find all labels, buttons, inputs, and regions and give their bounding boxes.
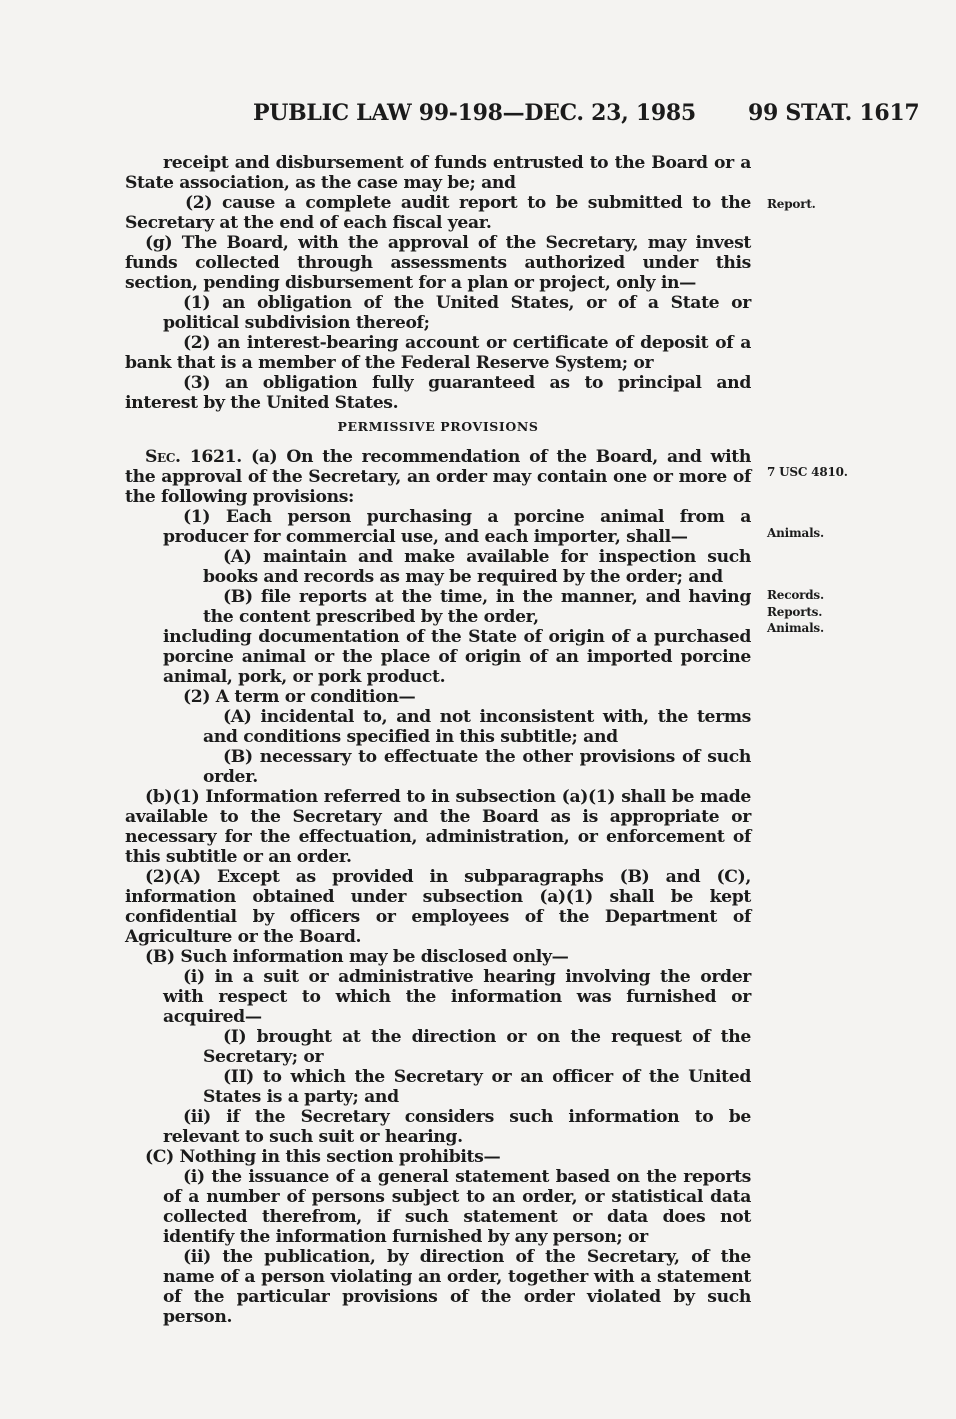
paragraph: (A) maintain and make available for inspection such books and records as may be required by the order; and [203,547,751,587]
margin-note-animals-2: Animals. [767,621,824,635]
section-heading: PERMISSIVE PROVISIONS [337,419,539,434]
paragraph: (1) Each person purchasing a porcine animal from a producer for commercial use, and each importer, shall— [163,507,751,547]
paragraph: (II) to which the Secretary or an officer of the United States is a party; and [203,1067,751,1107]
paragraph: (2) cause a complete audit report to be submitted to the Secretary at the end of each fiscal year. [125,193,751,233]
paragraph: (i) in a suit or administrative hearing involving the order with respect to which the information was furnished or acquired— [163,967,751,1027]
margin-note-records: Records. [767,588,824,602]
paragraph: (B) Such information may be disclosed only— [145,947,569,967]
paragraph: (B) necessary to effectuate the other provisions of such order. [203,747,751,787]
paragraph: (ii) if the Secretary considers such information to be relevant to such suit or hearing. [163,1107,751,1147]
section-label: Sec. [145,447,181,467]
running-header-page: 99 STAT. 1617 [748,100,920,126]
paragraph: (B) file reports at the time, in the manner, and having the content prescribed by the order, [203,587,751,627]
section-text: 1621. (a) On the recommendation of the Board, and with the approval of the Secretary, an order may contain one or more of the following provisions: [125,447,751,507]
paragraph: (C) Nothing in this section prohibits— [145,1147,501,1167]
paragraph: (2)(A) Except as provided in subparagraphs (B) and (C), information obtained under subsection (a)(1) shall be kept confidential by officers or employees of the Department of Agriculture or the Board. [125,867,751,947]
margin-note-report: Report. [767,197,816,211]
paragraph: (1) an obligation of the United States, or of a State or political subdivision thereof; [163,293,751,333]
paragraph: (I) brought at the direction or on the request of the Secretary; or [203,1027,751,1067]
paragraph: (g) The Board, with the approval of the Secretary, may invest funds collected through assessments authorized under this section, pending disbursement for a plan or project, only in— [125,233,751,293]
paragraph: receipt and disbursement of funds entrusted to the Board or a State association, as the case may be; and [125,153,751,193]
section-paragraph [125,447,751,507]
margin-note-animals: Animals. [767,526,824,540]
paragraph: (A) incidental to, and not inconsistent with, the terms and conditions specified in this subtitle; and [203,707,751,747]
statute-body [125,153,751,1327]
paragraph: (3) an obligation fully guaranteed as to principal and interest by the United States. [125,373,751,413]
margin-note-reports: Reports. [767,605,823,619]
paragraph: (b)(1) Information referred to in subsection (a)(1) shall be made available to the Secretary and the Board as is appropriate or necessary for the effectuation, administration, or enforcement of this subtitle or an order. [125,787,751,867]
running-header-title: PUBLIC LAW 99-198—DEC. 23, 1985 [253,100,696,126]
paragraph: (2) A term or condition— [183,687,416,707]
paragraph: (ii) the publication, by direction of the Secretary, of the name of a person violating an order, together with a statement of the particular provisions of the order violated by such person. [163,1247,751,1327]
margin-note-usc: 7 USC 4810. [767,465,848,479]
paragraph: (2) an interest-bearing account or certificate of deposit of a bank that is a member of the Federal Reserve System; or [125,333,751,373]
paragraph: (i) the issuance of a general statement based on the reports of a number of persons subject to an order, or statistical data collected therefrom, if such statement or data does not identify the information furnished by any person; or [163,1167,751,1247]
paragraph: including documentation of the State of origin of a purchased porcine animal or the place of origin of an imported porcine animal, pork, or pork product. [163,627,751,687]
